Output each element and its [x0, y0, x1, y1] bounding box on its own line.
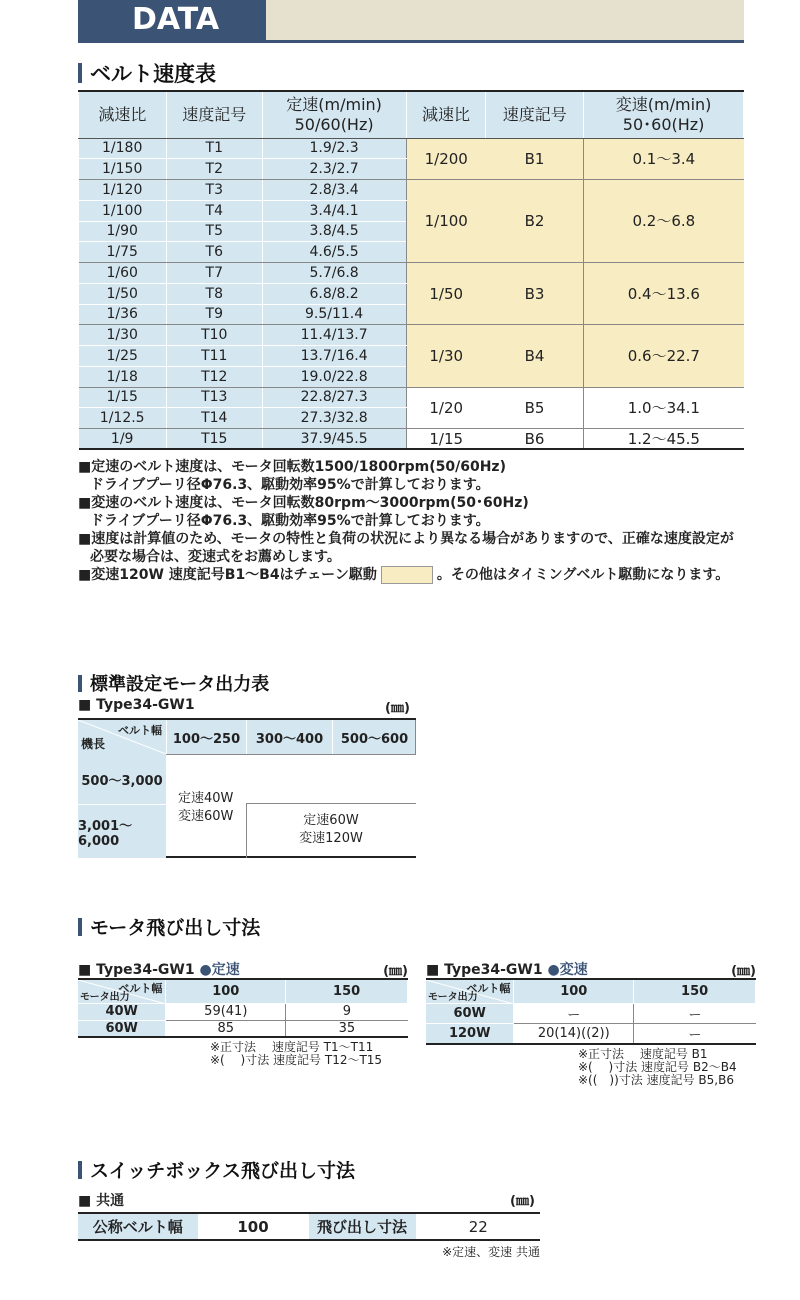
value-cell: 35 [286, 1020, 408, 1037]
speed-cell: 13.7/16.4 [262, 346, 406, 367]
ratio-cell: 1/18 [79, 366, 167, 387]
ratio-cell: 1/75 [79, 242, 167, 263]
var-ratio-cell: 1/200 [406, 138, 486, 180]
protrusion-variable-subtitle [426, 959, 588, 979]
header-band [266, 0, 744, 40]
code-cell: T13 [166, 387, 262, 408]
note-chain [78, 566, 778, 584]
foot-note: ※正寸法 速度記号 B1 [578, 1046, 708, 1061]
protrusion-variable-notes [426, 1048, 756, 1087]
ratio-cell: 1/120 [79, 180, 167, 201]
col-header: 150 [286, 979, 408, 1003]
section-bar [78, 1161, 82, 1179]
var-code-cell: B4 [486, 325, 584, 387]
value-cell: ー [634, 1023, 756, 1044]
ratio-cell: 1/15 [79, 387, 167, 408]
motor-cell-large [246, 812, 416, 848]
row-header: 3,001～6,000 [78, 805, 166, 858]
code-cell: T12 [166, 366, 262, 387]
ratio-cell: 1/30 [79, 325, 167, 346]
var-ratio-cell: 1/15 [406, 429, 486, 450]
const-hz-label: 50/60(Hz) [294, 114, 374, 134]
note-variable: ■変速のベルト速度は、モータ回転数80rpm～3000rpm(50･60Hz) [78, 495, 529, 511]
header-var-speed [584, 91, 744, 138]
note-variable-detail: ドライブプーリ径Φ76.3、駆動効率95%で計算しております。 [90, 513, 490, 529]
value-cell: 59(41) [166, 1003, 286, 1020]
grid-line [166, 754, 416, 755]
mode-dot-icon: ● [199, 962, 212, 978]
motor-cell-small [178, 790, 233, 826]
section-bar [78, 918, 82, 936]
header-var-ratio: 減速比 [406, 91, 486, 138]
ratio-cell: 1/25 [79, 346, 167, 367]
corner-bottom-label: モータ出力 [428, 991, 478, 1003]
corner-top-label: ベルト幅 [118, 982, 163, 995]
ratio-cell: 1/12.5 [79, 408, 167, 429]
var-code-cell: B1 [486, 138, 584, 180]
corner-top-label: ベルト幅 [118, 724, 162, 737]
code-cell: T5 [166, 221, 262, 242]
row-header: 60W [426, 1003, 514, 1023]
var-hz-label: 50･60(Hz) [622, 114, 705, 134]
value-cell: 20(14)((2)) [514, 1023, 634, 1044]
note-chain-text: ■変速120W 速度記号B1～B4はチェーン駆動 [78, 567, 377, 583]
code-cell: T15 [166, 429, 262, 450]
var-ratio-cell: 1/20 [406, 387, 486, 429]
ratio-cell: 1/150 [79, 159, 167, 180]
motor-output-unit: (㎜) [385, 701, 410, 716]
const-speed-label: 定速(m/min) [286, 94, 382, 114]
value-cell: ー [514, 1003, 634, 1023]
note-constant-detail: ドライブプーリ径Φ76.3、駆動効率95%で計算しております。 [90, 477, 490, 493]
protrusion-constant-table [78, 978, 408, 1038]
code-cell: T1 [166, 138, 262, 159]
speed-cell: 22.8/27.3 [262, 387, 406, 408]
code-cell: T11 [166, 346, 262, 367]
switchbox-subtitle: ■ 共通 [78, 1193, 125, 1209]
protrusion-constant-notes [78, 1041, 408, 1067]
speed-cell: 1.9/2.3 [262, 138, 406, 159]
motor-output-title-text: 標準設定モータ出力表 [90, 674, 270, 695]
code-cell: T14 [166, 408, 262, 429]
notes-block [78, 458, 778, 584]
var-speed-cell: 0.1～3.4 [584, 138, 744, 180]
note-calculation-detail: 必要な場合は、変速式をお薦めします。 [90, 549, 341, 565]
note-timing-text: 。その他はタイミングベルト駆動になります。 [436, 567, 730, 583]
speed-cell: 3.8/4.5 [262, 221, 406, 242]
header-ratio: 減速比 [79, 91, 167, 138]
protrusion-title [78, 913, 260, 940]
corner-cell [426, 979, 514, 1003]
code-cell: T3 [166, 180, 262, 201]
switchbox-foot: ※定速、変速 共通 [442, 1245, 540, 1259]
mode-label: 定速 [211, 962, 240, 978]
speed-cell: 2.3/2.7 [262, 159, 406, 180]
corner-cell [78, 979, 166, 1003]
ratio-cell: 1/90 [79, 221, 167, 242]
value-cell: 9 [286, 1003, 408, 1020]
row-header: 40W [78, 1003, 166, 1020]
switchbox-title-text: スイッチボックス飛び出し寸法 [90, 1160, 356, 1182]
motor-cell-line: 変速60W [178, 809, 234, 824]
header-rule [78, 40, 744, 43]
speed-cell: 19.0/22.8 [262, 366, 406, 387]
header-var-code: 速度記号 [486, 91, 584, 138]
belt-speed-title-text: ベルト速度表 [90, 62, 216, 86]
var-speed-label: 変速(m/min) [615, 94, 712, 114]
var-code-cell: B5 [486, 387, 584, 429]
col-header: 500～600 [332, 720, 416, 754]
foot-note: ※正寸法 速度記号 T1～T11 [210, 1040, 374, 1054]
switchbox-label-protrusion: 飛び出し寸法 [308, 1213, 416, 1240]
var-ratio-cell: 1/50 [406, 263, 486, 325]
var-code-cell: B6 [524, 429, 545, 448]
row-header: 120W [426, 1023, 514, 1044]
protrusion-variable [426, 960, 756, 1087]
var-speed-cell: 1.2～45.5 [584, 429, 744, 450]
foot-note: ※( )寸法 速度記号 T12～T15 [210, 1053, 383, 1067]
header-const-speed [262, 91, 406, 138]
foot-note: ※(( ))寸法 速度記号 B5,B6 [578, 1072, 734, 1087]
speed-cell: 11.4/13.7 [262, 325, 406, 346]
protrusion-variable-unit: (㎜) [731, 963, 756, 979]
speed-cell: 9.5/11.4 [262, 304, 406, 325]
grid-line [415, 720, 416, 754]
value-cell: 85 [166, 1020, 286, 1037]
var-speed-cell: 1.0～34.1 [584, 387, 744, 429]
ratio-cell: 1/100 [79, 200, 167, 221]
protrusion-title-text: モータ飛び出し寸法 [90, 917, 261, 939]
motor-cell-line: 変速120W [299, 831, 363, 846]
switchbox-unit: (㎜) [510, 1194, 535, 1209]
ratio-cell: 1/9 [79, 429, 167, 450]
switchbox-value-belt: 100 [198, 1213, 308, 1240]
ratio-cell: 1/50 [79, 283, 167, 304]
code-cell: T10 [166, 325, 262, 346]
speed-cell: 4.6/5.5 [262, 242, 406, 263]
ratio-cell: 1/36 [79, 304, 167, 325]
protrusion-constant [78, 960, 408, 1067]
grid-line [246, 803, 416, 804]
var-speed-cell: 0.6～22.7 [584, 325, 744, 387]
code-cell: T8 [166, 283, 262, 304]
header-code: 速度記号 [166, 91, 262, 138]
var-ratio-cell: 1/30 [406, 325, 486, 387]
code-cell: T7 [166, 263, 262, 284]
subtitle-text: ■ Type34-GW1 [426, 962, 543, 978]
corner-cell [78, 720, 166, 754]
var-code-cell: B3 [486, 263, 584, 325]
mode-label: 変速 [559, 962, 588, 978]
switchbox-title [78, 1156, 355, 1183]
corner-top-label: ベルト幅 [466, 982, 511, 995]
corner-bottom-label: モータ出力 [80, 991, 130, 1003]
var-ratio-cell: 1/100 [406, 180, 486, 263]
col-header: 300～400 [246, 720, 332, 754]
speed-cell: 27.3/32.8 [262, 408, 406, 429]
ratio-cell: 1/180 [79, 138, 167, 159]
col-header: 100 [514, 979, 634, 1003]
foot-note: ※( )寸法 速度記号 B2～B4 [578, 1059, 737, 1074]
chain-swatch [381, 566, 433, 584]
belt-speed-table [78, 90, 744, 450]
speed-cell: 37.9/45.5 [262, 429, 406, 450]
var-speed-cell: 0.2～6.8 [584, 180, 744, 263]
row-header: 60W [78, 1020, 166, 1037]
note-calculation: ■速度は計算値のため、モータの特性と負荷の状況により異なる場合がありますので、正確な速度設定が [78, 531, 734, 547]
ratio-cell: 1/60 [79, 263, 167, 284]
belt-speed-title [78, 58, 216, 88]
motor-cell-line: 定速60W [303, 813, 359, 828]
switchbox-label-belt: 公称ベルト幅 [78, 1213, 198, 1240]
speed-cell: 6.8/8.2 [262, 283, 406, 304]
note-constant: ■定速のベルト速度は、モータ回転数1500/1800rpm(50/60Hz) [78, 459, 506, 475]
speed-cell: 3.4/4.1 [262, 200, 406, 221]
code-cell: T2 [166, 159, 262, 180]
motor-output-subtitle: ■ Type34-GW1 [78, 697, 195, 713]
var-speed-cell: 0.4～13.6 [584, 263, 744, 325]
col-header: 100～250 [166, 720, 246, 754]
protrusion-variable-table [426, 978, 756, 1045]
section-bar [78, 63, 82, 83]
switchbox-value-protrusion: 22 [416, 1213, 540, 1240]
switchbox-table [78, 1212, 540, 1241]
mode-dot-icon: ● [547, 962, 560, 978]
speed-cell: 5.7/6.8 [262, 263, 406, 284]
code-cell: T4 [166, 200, 262, 221]
motor-output-title [78, 670, 269, 696]
row-header: 500～3,000 [78, 754, 166, 805]
protrusion-constant-head [78, 960, 408, 978]
col-header: 100 [166, 979, 286, 1003]
protrusion-constant-unit: (㎜) [383, 963, 408, 979]
header-title: DATA [78, 0, 266, 40]
protrusion-variable-head [426, 960, 756, 978]
corner-bottom-label: 機長 [81, 737, 106, 751]
section-bar [78, 675, 82, 692]
code-cell: T6 [166, 242, 262, 263]
subtitle-text: ■ Type34-GW1 [78, 962, 195, 978]
var-code-cell: B2 [486, 180, 584, 263]
code-cell: T9 [166, 304, 262, 325]
value-cell: ー [634, 1003, 756, 1023]
protrusion-constant-subtitle [78, 959, 240, 979]
motor-cell-line: 定速40W [178, 791, 234, 806]
motor-output-table [78, 718, 416, 858]
speed-cell: 2.8/3.4 [262, 180, 406, 201]
col-header: 150 [634, 979, 756, 1003]
